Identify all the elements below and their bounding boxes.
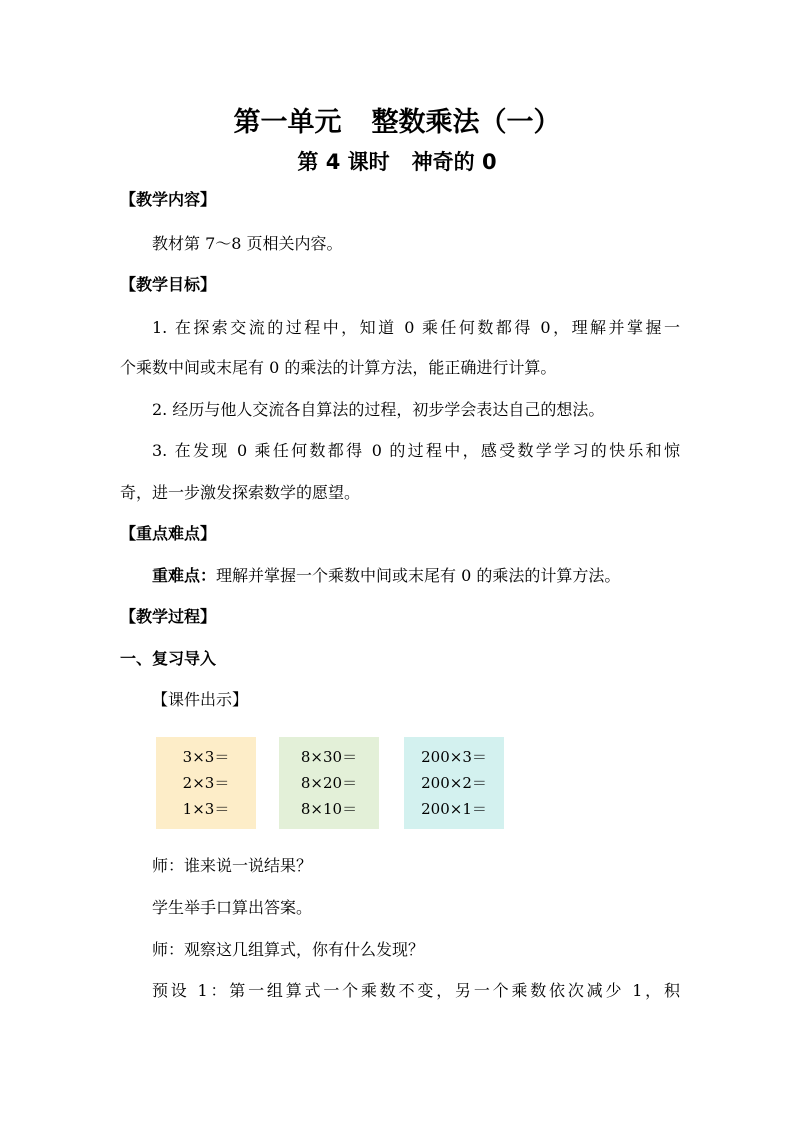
expression-box-2 <box>279 737 379 829</box>
courseware-label: 【课件出示】 <box>152 690 249 709</box>
goals-heading: 【教学目标】 <box>120 275 217 294</box>
content-text: 教材第 7～8 页相关内容。 <box>152 234 343 253</box>
goal-3-line-1: 3. 在发现 0 乘任何数都得 0 的过程中，感受数学学习的快乐和惊 <box>152 441 680 460</box>
unit-label: 第一单元 <box>233 107 342 138</box>
goal-1-line-2: 个乘数中间或末尾有 0 的乘法的计算方法，能正确进行计算。 <box>120 358 557 377</box>
goal-3-line-2: 奇，进一步激发探索数学的愿望。 <box>120 483 361 502</box>
teacher-question-1: 师：谁来说一说结果？ <box>152 856 313 875</box>
expression: 200×2＝ <box>421 774 487 792</box>
goal-1-line-1: 1. 在探索交流的过程中，知道 0 乘任何数都得 0，理解并掌握一 <box>152 318 680 337</box>
expression: 1×3＝ <box>182 800 230 818</box>
expression: 8×10＝ <box>300 800 358 818</box>
student-response-1: 学生举手口算出答案。 <box>152 898 313 917</box>
expression: 200×1＝ <box>421 800 487 818</box>
part-1-heading: 一、复习导入 <box>120 649 217 668</box>
preset-answer-1: 预设 1：第一组算式一个乘数不变，另一个乘数依次减少 1，积 <box>152 981 680 1000</box>
key-heading: 【重点难点】 <box>120 524 217 543</box>
expression: 8×20＝ <box>300 774 358 792</box>
expression: 8×30＝ <box>300 748 358 766</box>
unit-title <box>0 100 794 139</box>
key-text: 理解并掌握一个乘数中间或末尾有 0 的乘法的计算方法。 <box>216 566 621 585</box>
process-heading: 【教学过程】 <box>120 607 217 626</box>
teacher-question-2: 师：观察这几组算式，你有什么发现？ <box>152 940 425 959</box>
key-points <box>152 566 712 586</box>
expression: 3×3＝ <box>182 748 230 766</box>
expression-box-1 <box>156 737 256 829</box>
lesson-name: 神奇的 0 <box>411 150 497 174</box>
expression-box-3 <box>404 737 504 829</box>
expression: 2×3＝ <box>182 774 230 792</box>
goal-2: 2. 经历与他人交流各自算法的过程，初步学会表达自己的想法。 <box>152 400 605 419</box>
expression: 200×3＝ <box>421 748 487 766</box>
lesson-title <box>0 146 794 176</box>
key-label: 重难点： <box>152 566 217 585</box>
unit-topic: 整数乘法（一） <box>371 107 561 138</box>
content-heading: 【教学内容】 <box>120 190 217 209</box>
lesson-number: 第 4 课时 <box>297 150 390 174</box>
